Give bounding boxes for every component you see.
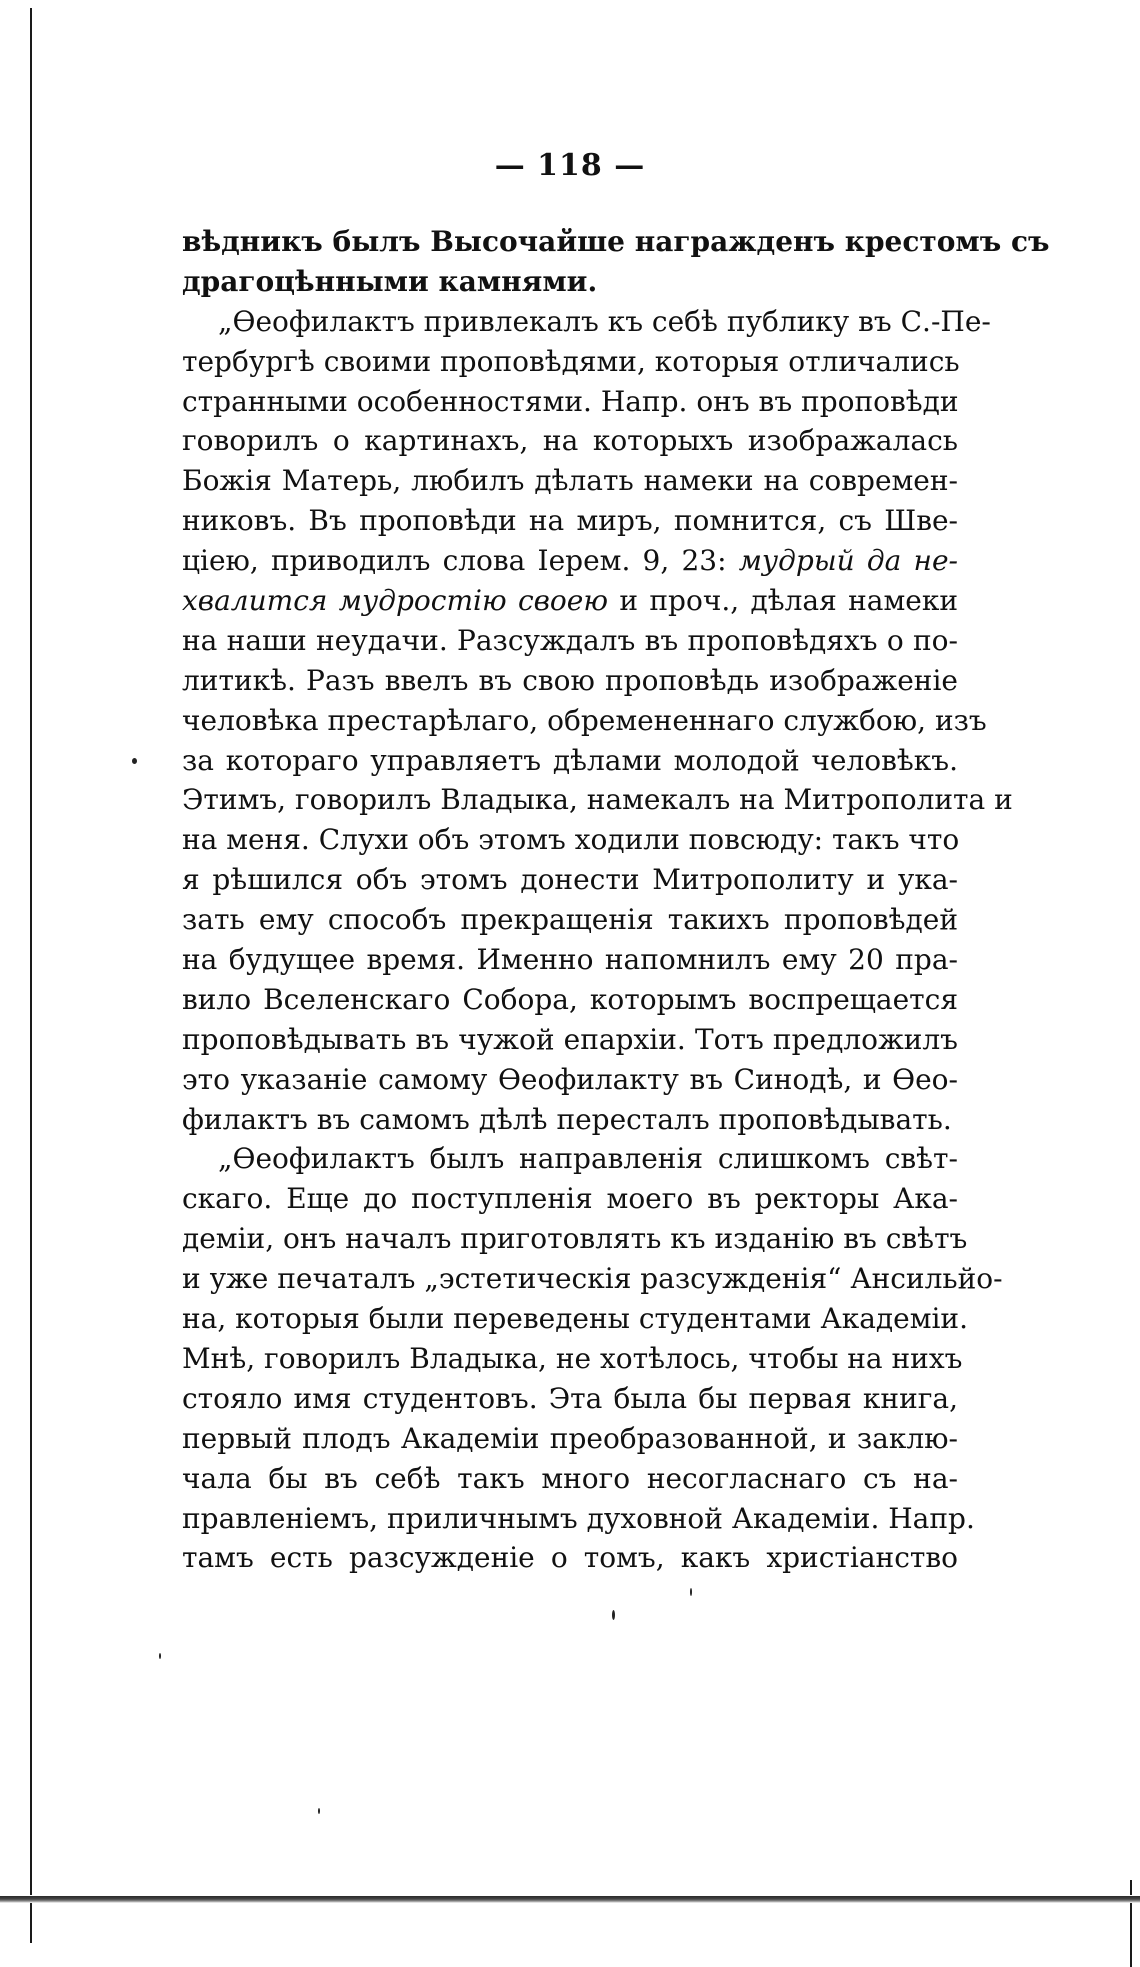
left-margin-rule <box>30 8 32 1943</box>
text-line: Божія Матерь, любилъ дѣлать намеки на современ- <box>182 464 958 498</box>
text-segment: и проч., дѣлая намеки <box>608 584 959 618</box>
scan-speck <box>318 1808 320 1814</box>
text-line: правленіемъ, приличнымъ духовной Академіи. Напр. <box>182 1501 975 1535</box>
text-line: никовъ. Въ проповѣди на миръ, помнится, съ Шве- <box>182 504 958 538</box>
text-line <box>182 541 958 581</box>
italic-quote: мудрый да не- <box>738 544 958 578</box>
text-line: на, которыя были переведены студентами Академіи. <box>182 1302 968 1336</box>
text-line: скаго. Еще до поступленія моего въ ректоры Ака- <box>182 1182 958 1216</box>
text-line: чала бы въ себѣ такъ много несогласнаго съ на- <box>182 1461 958 1495</box>
text-segment: ціею, приводилъ слова Іерем. 9, 23: <box>182 544 739 578</box>
text-line: на меня. Слухи объ этомъ ходили повсюду: такъ что <box>182 823 960 857</box>
text-line: человѣка престарѣлаго, обремененнаго службою, изъ <box>182 703 987 737</box>
text-line: тербургѣ своими проповѣдями, которыя отличались <box>182 344 960 378</box>
scan-speck <box>132 758 137 764</box>
body-text <box>182 222 1050 1578</box>
scan-speck <box>159 1653 161 1659</box>
text-line: деміи, онъ началъ приготовлять къ изданію въ свѣтъ <box>182 1222 968 1256</box>
text-line: это указаніе самому Ѳеофилакту въ Синодѣ, и Ѳео- <box>182 1062 958 1096</box>
text-line: я рѣшился объ этомъ донести Митрополиту и ука- <box>182 863 958 897</box>
text-line: проповѣдывать въ чужой епархіи. Тотъ предложилъ <box>182 1022 958 1056</box>
text-line: и уже печаталъ „эстетическія разсужденія“ Ансильйо- <box>182 1262 1003 1296</box>
text-line: говорилъ о картинахъ, на которыхъ изображалась <box>182 424 958 458</box>
page-number: — 118 — <box>494 148 646 183</box>
text-line: зать ему способъ прекращенія такихъ проповѣдей <box>182 903 958 937</box>
text-line: Этимъ, говорилъ Владыка, намекалъ на Митрополита и <box>182 783 1013 817</box>
text-line: на наши неудачи. Разсуждалъ въ проповѣдяхъ о по- <box>182 623 958 657</box>
text-line: литикѣ. Разъ ввелъ въ свою проповѣдь изображеніе <box>182 663 958 697</box>
text-line: стояло имя студентовъ. Эта была бы первая книга, <box>182 1381 958 1415</box>
text-line: „Ѳеофилактъ привлекалъ къ себѣ публику въ С.-Пе- <box>218 304 991 338</box>
right-margin-rule <box>1130 1880 1132 1967</box>
text-line: на будущее время. Именно напомнилъ ему 20 пра- <box>182 943 958 977</box>
text-line: вило Вселенскаго Собора, которымъ воспрещается <box>182 982 958 1016</box>
text-line <box>182 581 958 621</box>
text-line: тамъ есть разсужденіе о томъ, какъ христіанство <box>182 1541 958 1575</box>
italic-quote: хвалится мудростію своею <box>182 584 609 618</box>
text-line: Мнѣ, говорилъ Владыка, не хотѣлось, чтобы на нихъ <box>182 1341 963 1375</box>
text-line: филактъ въ самомъ дѣлѣ пересталъ проповѣдывать. <box>182 1102 952 1136</box>
bottom-edge-rule <box>0 1895 1140 1903</box>
scan-speck <box>612 1610 615 1620</box>
text-line: странными особенностями. Напр. онъ въ проповѣди <box>182 384 959 418</box>
text-line: „Ѳеофилактъ былъ направленія слишкомъ свѣт- <box>218 1142 958 1176</box>
text-line: первый плодъ Академіи преобразованной, и заклю- <box>182 1421 958 1455</box>
text-line: за котораго управляетъ дѣлами молодой человѣкъ. <box>182 743 958 777</box>
text-line: вѣдникъ былъ Высочайше награжденъ крестомъ съ <box>182 225 1050 258</box>
text-line: драгоцѣнными камнями. <box>182 264 598 298</box>
scan-speck <box>690 1588 692 1596</box>
